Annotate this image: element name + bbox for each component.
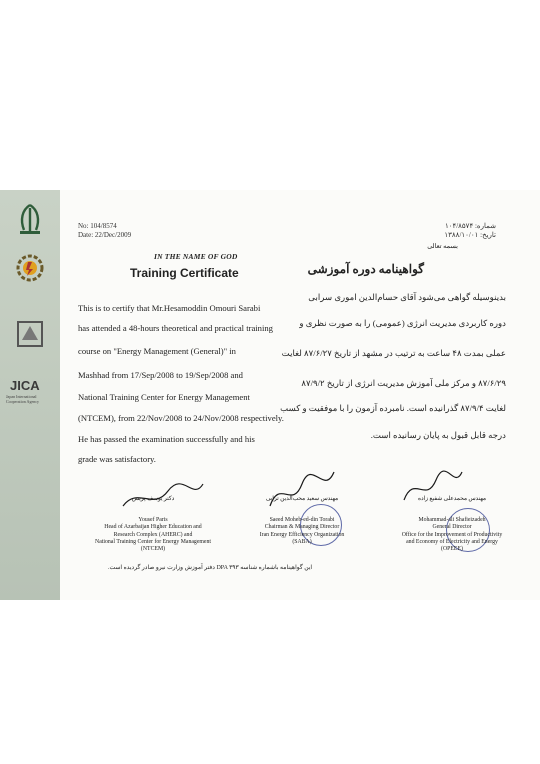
signatory-1-role: Research Complex (AHERC) and xyxy=(113,531,193,538)
persian-line: ۸۷/۶/۲۹ و مرکز ملی آموزش مدیریت انرژی از تاریخ ۸۷/۹/۲ xyxy=(301,378,506,388)
jica-subtitle: Japan International Cooperation Agency xyxy=(6,394,39,404)
signatory-3-role: (OPEEE) xyxy=(441,546,463,553)
english-line: Mashhad from 17/Sep/2008 to 19/Sep/2008 and xyxy=(78,370,243,380)
cert-number-fa: شماره: ۱۰۴/۸۵۷۴ xyxy=(444,222,496,230)
signatory-1-role: Head of Azarbaijan Higher Education and xyxy=(104,524,202,531)
persian-line: درجه قابل قبول به پایان رسانیده است. xyxy=(370,430,506,440)
signatory-1-fa: دکتر یوسف پریس xyxy=(131,496,175,502)
signatory-3-fa: مهندس محمدعلی شفیع زاده xyxy=(417,496,487,502)
signatory-2-name: Saeed Moheb-ed-din Torabi xyxy=(269,517,335,524)
signatory-3-role: and Economy of Electricity and Energy xyxy=(406,538,498,545)
signatory-1-role: (NTCEM) xyxy=(140,546,166,553)
english-line: grade was satisfactory. xyxy=(78,454,156,464)
energy-org-logo-icon xyxy=(8,252,52,286)
signatory-2 xyxy=(232,496,372,546)
persian-title: گواهینامه دوره آموزشی xyxy=(307,262,424,276)
persian-bismillah: بسمه تعالی xyxy=(427,243,458,250)
persian-line: عملی بمدت ۴۸ ساعت به ترتیب در مشهد از تاریخ ۸۷/۶/۲۷ لغایت xyxy=(281,348,506,358)
signatory-2-role: (SABA) xyxy=(292,538,312,545)
english-line: (NTCEM), from 22/Nov/2008 to 24/Nov/2008 respectively. xyxy=(78,413,284,423)
english-title: Training Certificate xyxy=(130,266,239,280)
in-the-name-of-god: IN THE NAME OF GOD xyxy=(154,252,238,261)
iran-emblem-icon xyxy=(8,202,52,236)
jica-logo: JICA xyxy=(10,378,40,393)
signatory-3-role: General Director xyxy=(432,524,472,531)
signatory-2-role: Chairman & Managing Director xyxy=(264,524,340,531)
persian-line: لغایت ۸۷/۹/۴ گذرانیده است. نامبرده آزمون را با موفقیت و کسب xyxy=(280,403,506,413)
cert-date: Date: 22/Dec/2009 xyxy=(78,231,132,239)
signatory-1-role: National Training Center for Energy Management xyxy=(95,538,211,545)
signatory-1-name: Yousef Paris xyxy=(138,517,168,524)
persian-line: بدینوسیله گواهی می‌شود آقای حسام‌الدین اموری سرابی xyxy=(308,292,506,302)
cert-date-fa: تاریخ: ۱۳۸۸/۱۰/۰۱ xyxy=(444,231,496,239)
signatory-2-fa: مهندس سعید محب‌الدین ترابی xyxy=(265,496,339,502)
english-line: National Training Center for Energy Management xyxy=(78,392,250,402)
signatory-3 xyxy=(378,496,526,553)
signatory-1 xyxy=(78,496,228,553)
english-line: He has passed the examination successfully and his xyxy=(78,434,255,444)
training-center-logo-icon xyxy=(8,318,52,352)
signatory-2-role: Iran Energy Efficiency Organization xyxy=(259,531,345,538)
persian-line: دوره کاربردی مدیریت انرژی (عمومی) را به صورت نظری و xyxy=(299,318,506,328)
signatory-3-role: Office for the Improvement of Productivity xyxy=(401,531,503,538)
english-line: has attended a 48-hours theoretical and practical training xyxy=(78,323,273,333)
signatory-3-name: Mohammad-ali Shafieizadeh xyxy=(418,517,486,524)
cert-number: No: 104/8574 xyxy=(78,222,117,230)
english-line: This is to certify that Mr.Hesamoddin Omouri Sarabi xyxy=(78,303,261,313)
english-line: course on "Energy Management (General)" in xyxy=(78,346,236,356)
footer-note: این گواهینامه باشماره شناسه DPA ۳۹۳ دفتر آموزش وزارت نیرو صادر گردیده است. xyxy=(108,565,313,571)
